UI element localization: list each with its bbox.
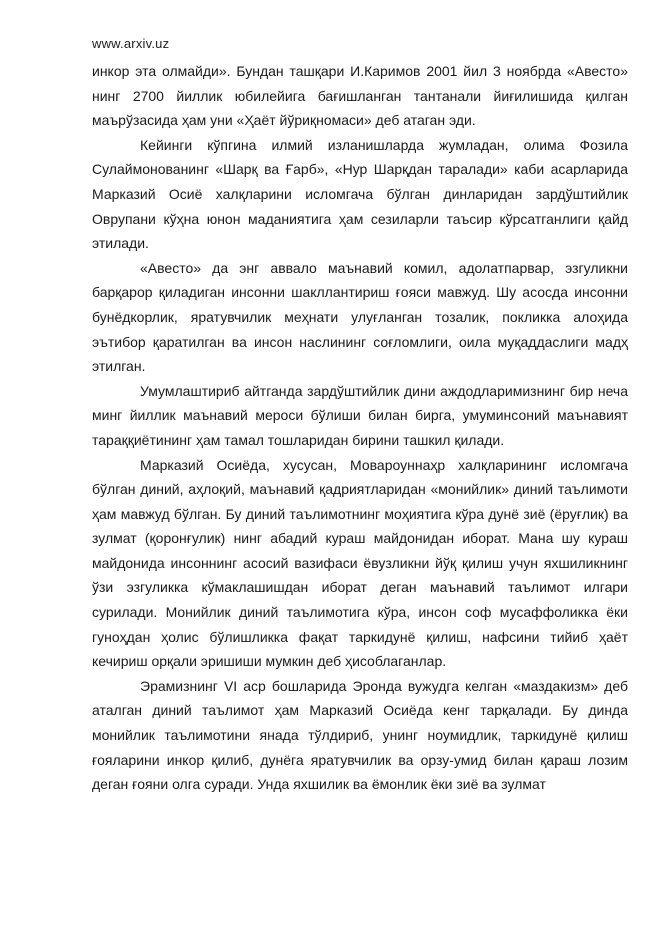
paragraph-4: Умумлаштириб айтганда зардўштийлик дини аждодларимизнинг бир неча минг йиллик маънавий мероси бўлиши билан бирга, умуминсоний маънавият тараққиётининг ҳам тамал тошларидан бирини ташкил қилади. [92,382,628,448]
paragraph-2: Кейинги кўпгина илмий изланишларда жумладан, олима Фозила Сулаймонованинг «Шарқ ва Ғарб», «Нур Шарқдан таралади» каби асарларида Марказий Осиё халқларини исломгача бўлган динларидан зардўштийлик Оврупани кўҳна юнон маданиятига ҳам сезиларли таъсир кўрсатганлиги қайд этилади. [92,136,628,252]
paragraph-5: Марказий Осиёда, хусусан, Мовароуннаҳр халқларининг исломгача бўлган диний, аҳлоқий, маънавий қадриятларидан «монийлик» диний таълимоти ҳам мавжуд бўлган. Бу диний таълимотнинг моҳиятига кўра дунё зиё (ёруғлик) ва зулмат (қоронғулик) нинг абадий кураш майдонидан иборат. Мана шу кураш майдонида инсоннинг асосий вазифаси ёвузликни йўқ қилиш учун яхшиликнинг ўзи эзгуликка кўмаклашишдан иборат деган маънавий таълимот илгари сурилади. Монийлик диний таълимотига кўра, инсон соф мусаффоликка ёки гуноҳдан ҳолис бўлишликка фақат таркидунё қилиш, нафсини тийиб ҳаёт кечириш орқали эришиши мумкин деб ҳисоблаганлар. [92,456,628,670]
paragraph-3: «Авесто» да энг аввало маънавий комил, адолатпарвар, эзгуликни барқарор қиладиган инсонни шакллантириш ғояси мавжуд. Шу асосда инсонни бунёдкорлик, яратувчилик меҳнати улуғланган тозалик, покликка алоҳида эътибор қаратилган ва инсон наслининг соғломлиги, оила муқаддаслиги мадҳ этилган. [92,259,628,375]
paragraph-1: инкор эта олмайди». Бундан ташқари И.Каримов 2001 йил 3 ноябрда «Авесто» нинг 2700 йиллик юбилейига бағишланган тантанали йиғилишида қилган маърўзасида ҳам уни «Ҳаёт йўриқномаси» деб атаган эди. [92,63,628,129]
document-body [92,59,628,797]
paragraph-6: Эрамизнинг VI аср бошларида Эронда вужудга келган «маздакизм» деб аталган диний таълимот ҳам Марказий Осиёда кенг тарқалади. Бу динда монийлик таълимотини янада тўлдириб, унинг ноумидлик, таркидунё қилиш ғояларини инкор қилиб, дунёга яратувчилик ва орзу-умид билан қараш лозим деган ғояни олга суради. Унда яхшилик ва ёмонлик ёки зиё ва зулмат [92,677,628,793]
source-url: www.arxiv.uz [92,36,170,51]
